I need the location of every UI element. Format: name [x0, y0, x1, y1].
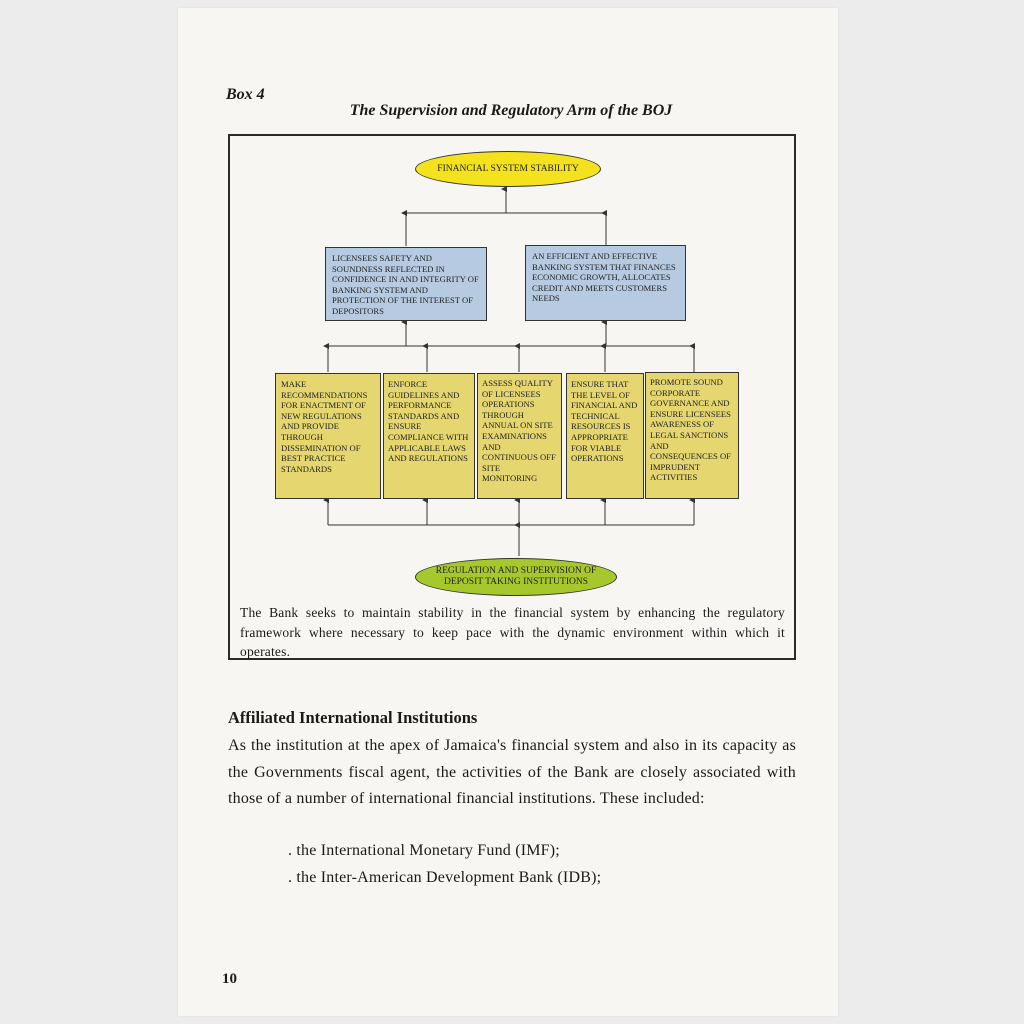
box-title: The Supervision and Regulatory Arm of the BOJ: [349, 102, 673, 119]
bullet-item: . the Inter-American Development Bank (IDB);: [288, 869, 602, 886]
box-label: Box 4: [226, 86, 265, 103]
page-number: 10: [222, 971, 237, 987]
box-caption: The Bank seeks to maintain stability in the financial system by enhancing the regulatory framework where necessary to keep pace with the dynamic environment within which it operates.: [240, 605, 785, 659]
base-ellipse-regulation-supervision: REGULATION AND SUPERVISION OF DEPOSIT TAKING INSTITUTIONS: [415, 558, 617, 596]
objective-box-safety-soundness: LICENSEES SAFETY AND SOUNDNESS REFLECTED IN CONFIDENCE IN AND INTEGRITY OF BANKING SYSTEM AND PROTECTION OF THE INTEREST OF DEPOSITORS: [325, 247, 487, 321]
function-box-enforce-guidelines: ENFORCE GUIDELINES AND PERFORMANCE STANDARDS AND ENSURE COMPLIANCE WITH APPLICABLE LAWS AND REGULATIONS: [383, 373, 475, 499]
bullet-item: . the International Monetary Fund (IMF);: [288, 842, 560, 859]
section-heading: Affiliated International Institutions: [228, 708, 478, 727]
function-box-recommendations: MAKE RECOMMENDATIONS FOR ENACTMENT OF NEW REGULATIONS AND PROVIDE THROUGH DISSEMINATION OF BEST PRACTICE STANDARDS: [275, 373, 381, 499]
goal-ellipse-financial-stability: FINANCIAL SYSTEM STABILITY: [415, 151, 601, 187]
function-box-ensure-resources: ENSURE THAT THE LEVEL OF FINANCIAL AND TECHNICAL RESOURCES IS APPROPRIATE FOR VIABLE OPERATIONS: [566, 373, 644, 499]
function-box-promote-governance: PROMOTE SOUND CORPORATE GOVERNANCE AND ENSURE LICENSEES AWARENESS OF LEGAL SANCTIONS AND CONSEQUENCES OF IMPRUDENT ACTIVITIES: [645, 372, 739, 499]
section-paragraph: As the institution at the apex of Jamaica's financial system and also in its capacity as the Governments fiscal agent, the activities of the Bank are closely associated with those of a number of international financial institutions. These included:: [228, 737, 796, 807]
objective-box-efficient-banking: AN EFFICIENT AND EFFECTIVE BANKING SYSTEM THAT FINANCES ECONOMIC GROWTH, ALLOCATES CREDIT AND MEETS CUSTOMERS NEEDS: [525, 245, 686, 321]
function-box-assess-quality: ASSESS QUALITY OF LICENSEES OPERATIONS THROUGH ANNUAL ON SITE EXAMINATIONS AND CONTINUOUS OFF SITE MONITORING: [477, 373, 562, 499]
